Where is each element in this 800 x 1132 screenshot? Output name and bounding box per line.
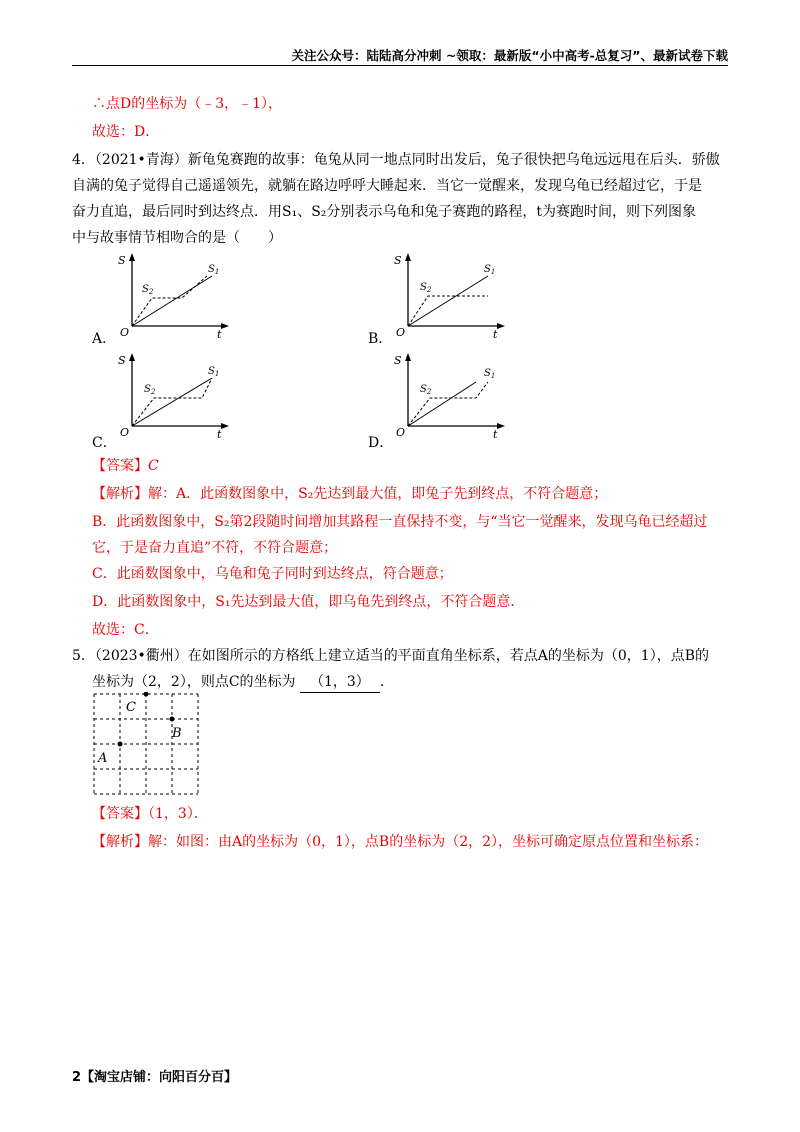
- point-a: [118, 742, 123, 747]
- q5-text-line-1: 5．（2023•衢州）在如图所示的方格纸上建立适当的平面直角坐标系，若点A的坐标为（0，1），点B的: [72, 648, 710, 664]
- svg-text:S1: $S_1$: [484, 264, 496, 276]
- svg-text:S2: $S_2$: [420, 384, 432, 396]
- q4-analysis-line-3: 它，于是奋力直追”不符，不符合题意；: [92, 540, 338, 556]
- svg-text:S2: $S_2$: [420, 282, 432, 294]
- y-axis-arrow: [129, 253, 135, 261]
- svg-text:S2: $S_2$: [144, 384, 156, 396]
- option-d-label: D．: [368, 435, 394, 451]
- q4-text-line-4: 中与故事情节相吻合的是（ ）: [72, 230, 282, 246]
- dashed-grid: [94, 694, 198, 794]
- q5-text-line-2: 坐标为（2，2），则点C的坐标为 （1，3） ．: [92, 672, 394, 693]
- option-c-label: C．: [92, 435, 117, 451]
- s1-line: [408, 382, 476, 426]
- point-b: [170, 717, 175, 722]
- option-a-label: A．: [92, 331, 117, 347]
- label-c: C: [126, 700, 136, 715]
- label-a: A: [98, 751, 108, 766]
- graph-option-d: [388, 348, 513, 442]
- svg-text:O: O: [396, 326, 406, 338]
- answer-tag: 【答案】: [92, 458, 148, 474]
- grid-figure: [92, 692, 202, 800]
- q4-text-line-2: 自满的兔子觉得自己遥遥领先，就躺在路边呼呼大睡起来．当它一觉醒来，发现乌龟已经超过它，于是: [72, 178, 702, 194]
- header-rule: [72, 65, 728, 66]
- option-b-label: B．: [368, 331, 393, 347]
- analysis-tag: 【解析】: [92, 486, 148, 502]
- svg-text:S1: $S_1$: [208, 366, 220, 378]
- point-c: [144, 692, 149, 697]
- answer-value: C: [148, 458, 159, 474]
- s2-label: $S_2$: [142, 284, 154, 296]
- prev-conclusion: ∴点D的坐标为（﹣3，﹣1），: [92, 96, 283, 112]
- svg-text:t: t: [493, 428, 498, 438]
- svg-text:t: t: [217, 428, 222, 438]
- s1-label: $S_1$: [208, 264, 220, 276]
- svg-text:O: O: [120, 426, 130, 438]
- q4-conclusion: 故选：C．: [92, 622, 159, 638]
- graph-option-c: [112, 348, 237, 442]
- y-label: S: [118, 254, 126, 267]
- graph-option-a: [112, 248, 237, 342]
- q5-analysis: 【解析】解：如图：由A的坐标为（0，1），点B的坐标为（2，2），坐标可确定原点位置和坐标系：: [92, 834, 709, 850]
- graph-option-b: [388, 248, 513, 342]
- label-b: B: [172, 726, 182, 741]
- q4-analysis-line-1: 【解析】解：A．此函数图象中，S₂先达到最大值，即兔子先到终点，不符合题意；: [92, 486, 608, 502]
- svg-text:O: O: [396, 426, 406, 438]
- q4-analysis-line-2: B．此函数图象中，S₂第2段随时间增加其路程一直保持不变，与“当它一觉醒来，发现乌龟已经超过: [92, 514, 708, 530]
- origin-label: O: [120, 326, 130, 338]
- page-footer: 2【淘宝店铺：向阳百分百】: [72, 1070, 238, 1085]
- x-label: t: [217, 328, 222, 338]
- q5-answer: 【答案】（1，3）．: [92, 806, 208, 822]
- prev-choice: 故选：D．: [92, 124, 160, 140]
- svg-text:S: S: [394, 254, 402, 267]
- q4-analysis-line-5: D．此函数图象中，S₁先达到最大值，即乌龟先到终点，不符合题意．: [92, 594, 525, 610]
- page-header: 关注公众号：陆陆高分冲刺 ~领取：最新版“小中高考-总复习”、最新试卷下载: [291, 48, 728, 63]
- q4-analysis-line-4: C．此函数图象中，乌龟和兔子同时到达终点，符合题意；: [92, 566, 453, 582]
- answer-blank: （1，3）: [300, 672, 380, 693]
- q4-answer: [92, 456, 159, 476]
- svg-text:S: S: [118, 354, 126, 367]
- q4-text-line-3: 奋力直追，最后同时到达终点．用S₁、S₂分别表示乌龟和兔子赛跑的路程，t为赛跑时间，则下列图象: [72, 204, 697, 220]
- x-axis-arrow: [221, 323, 229, 329]
- svg-text:S: S: [394, 354, 402, 367]
- svg-text:S1: $S_1$: [484, 368, 496, 380]
- q4-text-line-1: 4．（2021•青海）新龟兔赛跑的故事：龟兔从同一地点同时出发后，兔子很快把乌龟远远甩在后头．骄傲: [72, 152, 720, 168]
- svg-text:t: t: [493, 328, 498, 338]
